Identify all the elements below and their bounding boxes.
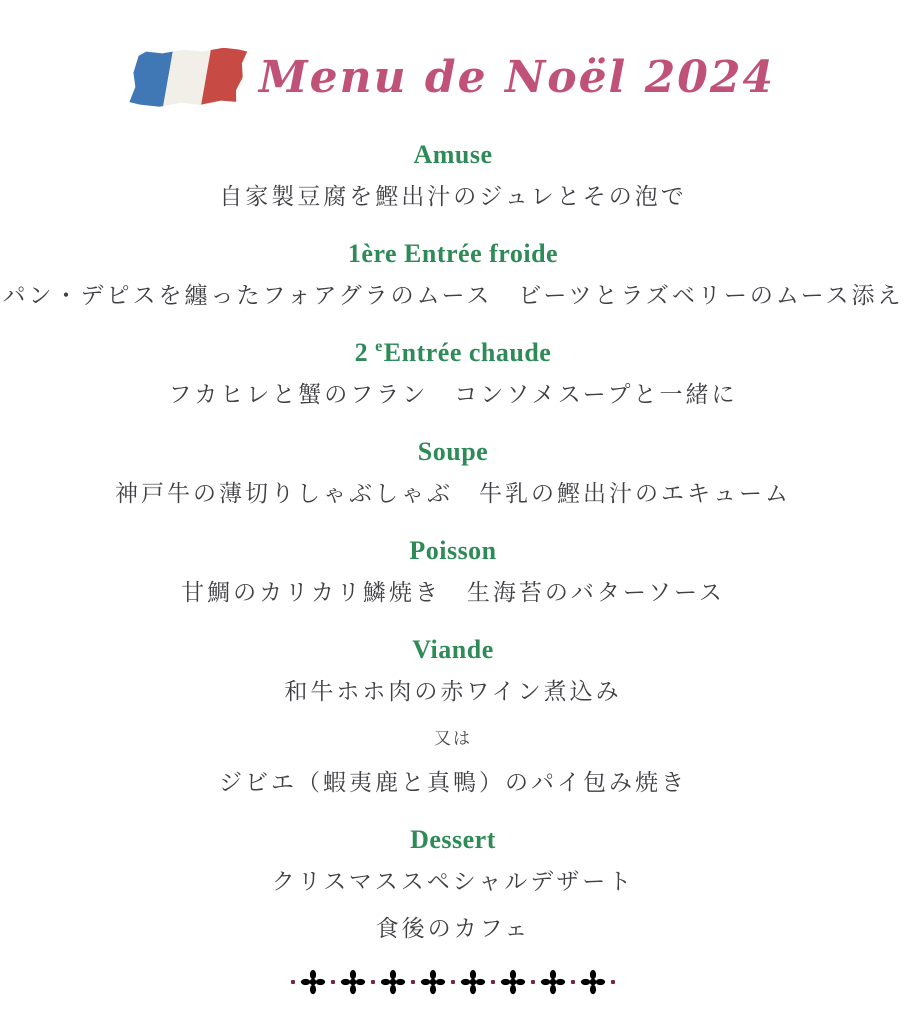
flourish-icon — [420, 969, 446, 995]
divider-dot — [291, 980, 295, 984]
divider-dot — [411, 980, 415, 984]
heading-rest: Entrée chaude — [383, 338, 552, 367]
course-heading-soupe: Soupe — [417, 437, 489, 466]
divider-dot — [571, 980, 575, 984]
divider-dot — [371, 980, 375, 984]
flourish-icon — [380, 969, 406, 995]
dish-soupe: 神戸牛の薄切りしゃぶしゃぶ 牛乳の鰹出汁のエキューム — [115, 481, 791, 507]
dish-entree-chaude: フカヒレと蟹のフラン コンソメスープと一緒に — [168, 382, 738, 408]
course-heading-poisson: Poisson — [409, 536, 497, 565]
heading-number: 2 — [354, 338, 369, 367]
course-heading-entree-chaude — [0, 340, 906, 366]
menu-title: Menu de Noël 2024 — [258, 52, 776, 103]
dish-dessert: クリスマススペシャルデザート — [271, 869, 635, 895]
dish-after-coffee: 食後のカフェ — [375, 916, 531, 942]
dish-viande-alternative: ジビエ（蝦夷鹿と真鴨）のパイ包み焼き — [219, 770, 687, 796]
course-heading-entree-froide: 1ère Entrée froide — [347, 239, 559, 268]
divider-dot — [451, 980, 455, 984]
course-heading-amuse: Amuse — [413, 140, 493, 169]
flourish-icon — [540, 969, 566, 995]
french-flag-icon — [126, 47, 248, 109]
menu-header — [0, 0, 906, 110]
dish-viande: 和牛ホホ肉の赤ワイン煮込み — [284, 679, 622, 705]
divider-dot — [531, 980, 535, 984]
dish-amuse: 自家製豆腐を鰹出汁のジュレとその泡で — [219, 184, 687, 210]
course-heading-dessert: Dessert — [410, 825, 496, 854]
flourish-icon — [340, 969, 366, 995]
divider-dot — [611, 980, 615, 984]
flourish-icon — [460, 969, 486, 995]
course-heading-viande: Viande — [412, 635, 494, 664]
dish-poisson: 甘鯛のカリカリ鱗焼き 生海苔のバターソース — [181, 580, 725, 606]
heading-ordinal-sup: e — [375, 338, 383, 356]
flourish-divider — [0, 969, 906, 995]
flourish-icon — [500, 969, 526, 995]
dish-entree-froide: パン・デピスを纏ったフォアグラのムース ビーツとラズベリーのムース添え — [2, 283, 904, 309]
divider-dot — [491, 980, 495, 984]
divider-dot — [331, 980, 335, 984]
flourish-icon — [300, 969, 326, 995]
flourish-icon — [580, 969, 606, 995]
dish-connector-or: 又は — [434, 729, 472, 749]
